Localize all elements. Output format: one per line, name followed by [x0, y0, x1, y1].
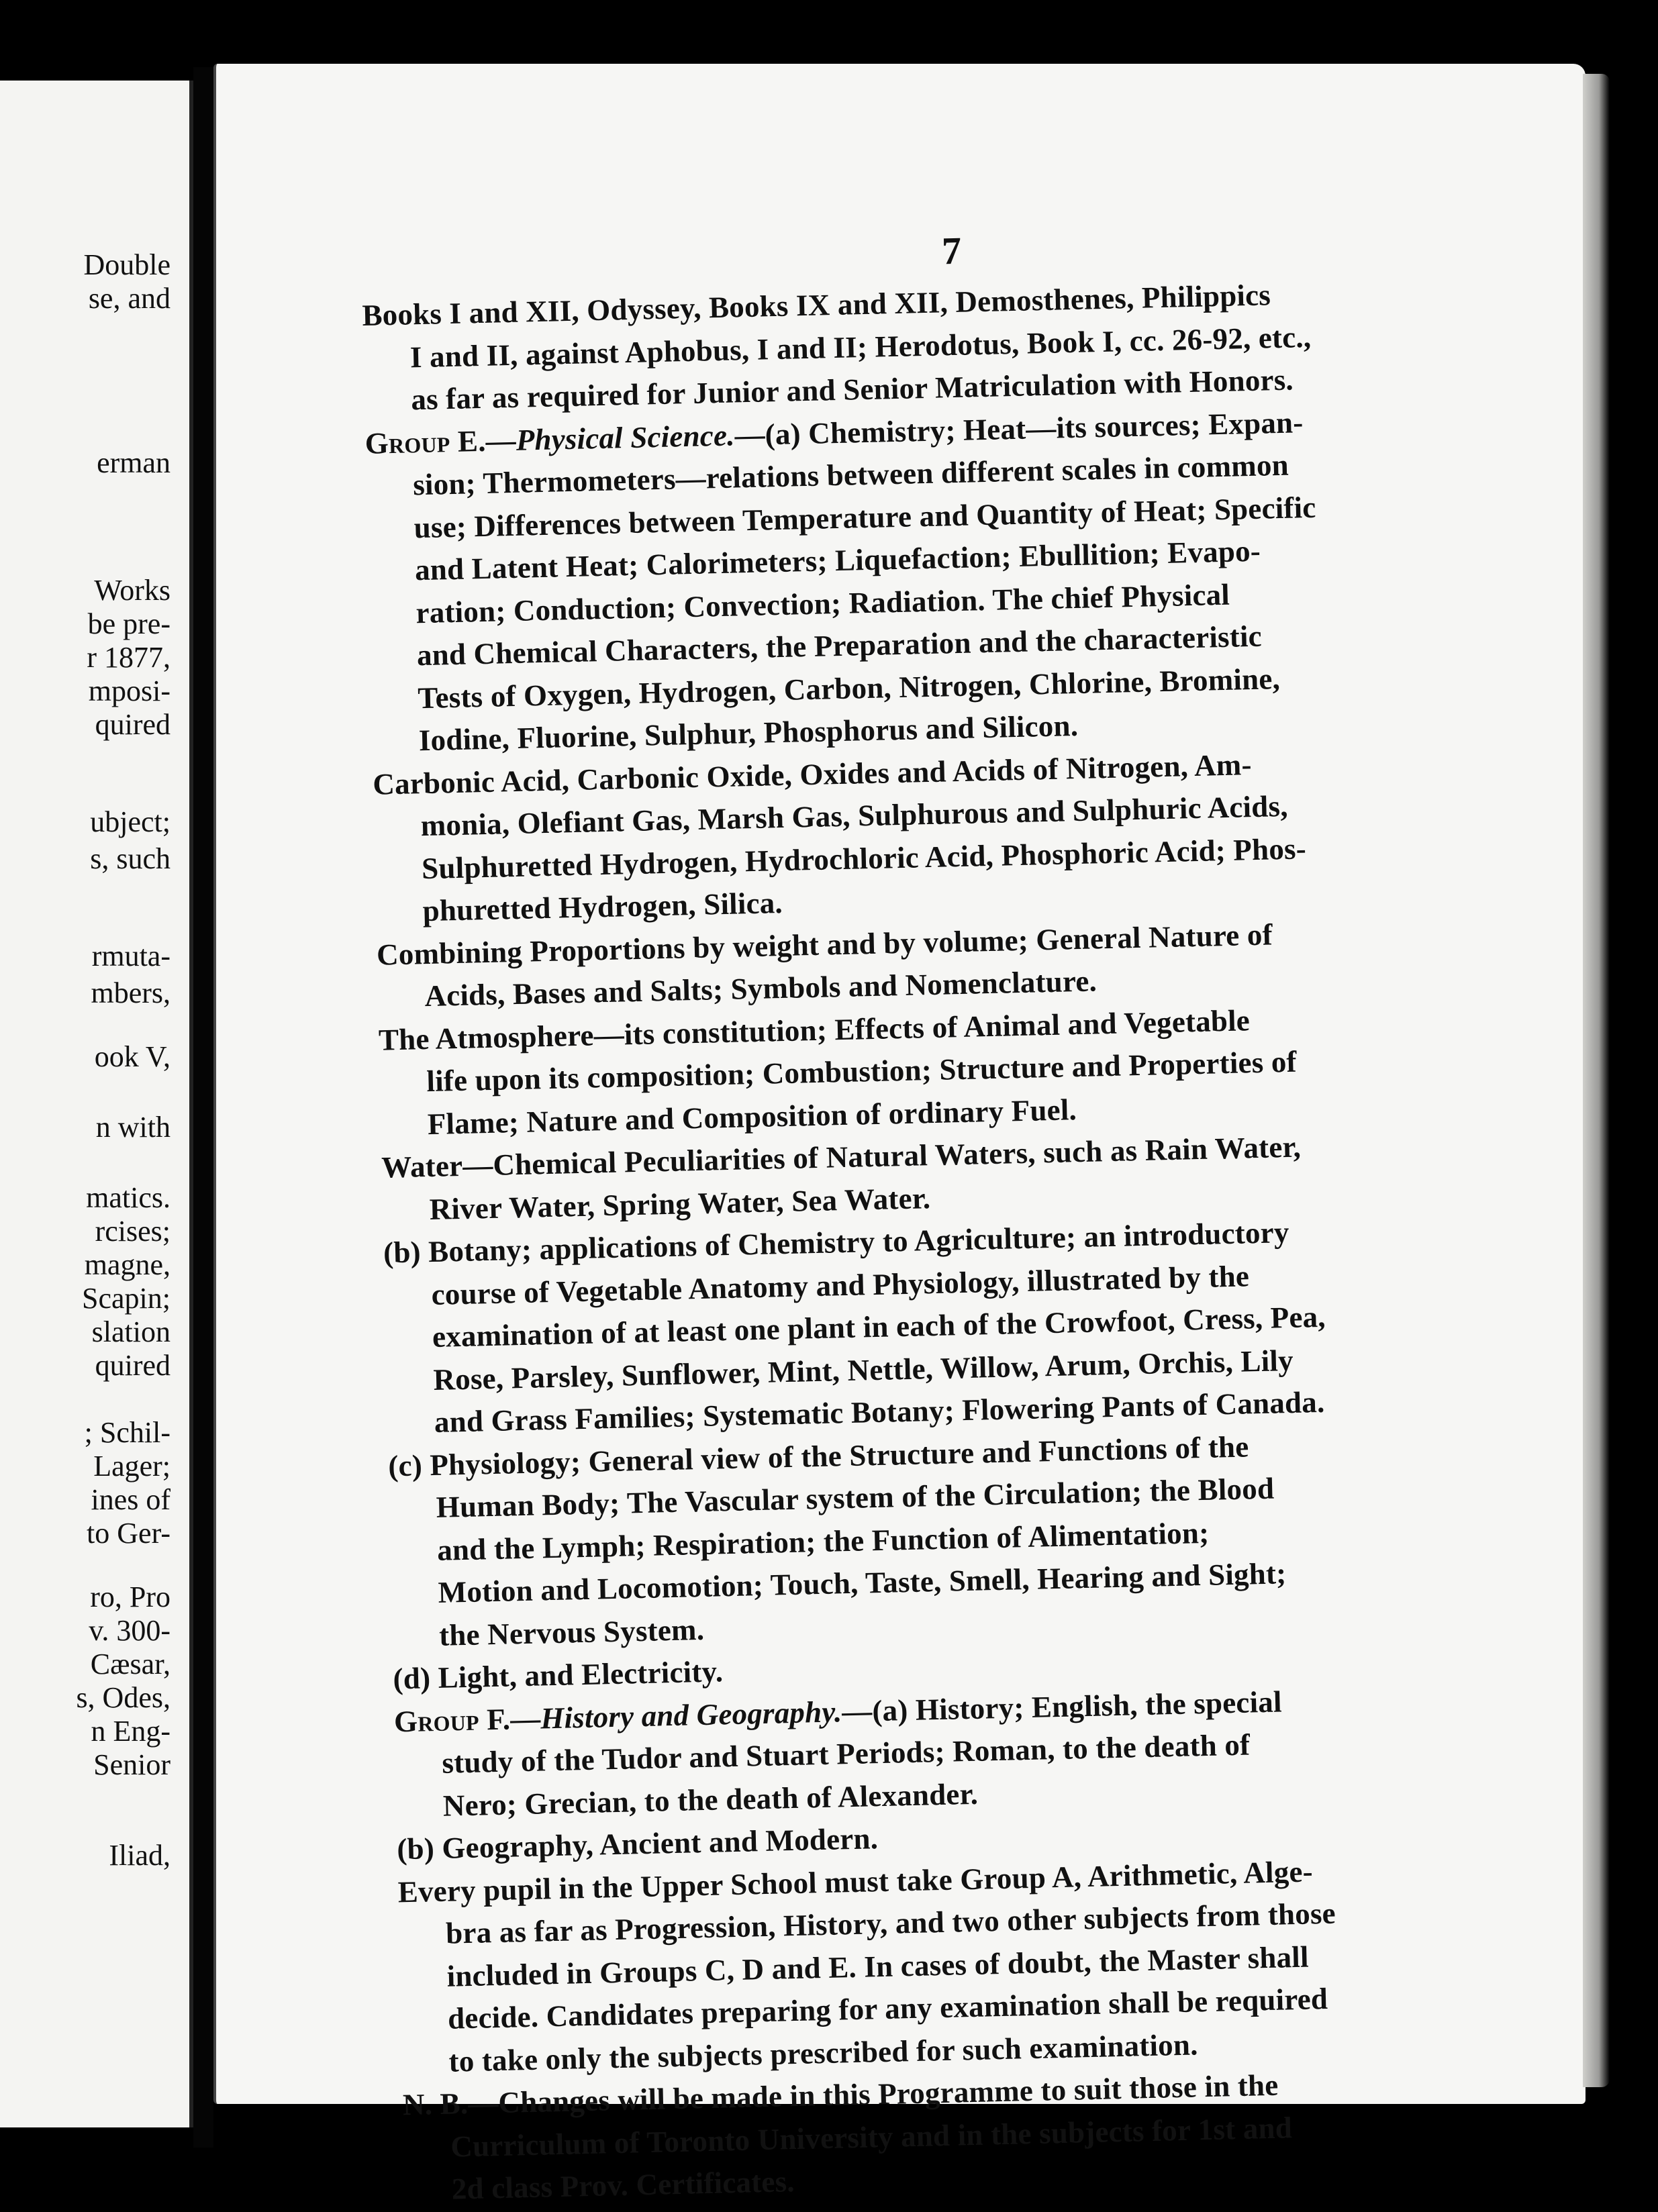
facing-page-text: quired	[95, 1349, 170, 1382]
text-line: examination of at least one plant in each of the Crowfoot, Cress, Pea,	[432, 1299, 1326, 1354]
facing-page-text: Double	[83, 248, 170, 281]
text-line: and the Lymph; Respiration; the Function of Alimentation;	[436, 1515, 1210, 1567]
text-line: ration; Conduction; Convection; Radiation. The chief Physical	[415, 577, 1230, 630]
text-line: Combining Proportions by weight and by volume; General Nature of	[376, 917, 1273, 972]
text-line: sion; Thermometers—relations between different scales in common	[412, 448, 1289, 502]
text-line: Carbonic Acid, Carbonic Oxide, Oxides and Acids of Nitrogen, Am-	[372, 747, 1253, 801]
facing-page-text: Senior	[93, 1748, 170, 1781]
text-line: Tests of Oxygen, Hydrogen, Carbon, Nitrogen, Chlorine, Bromine,	[417, 661, 1281, 715]
facing-page-text: mbers,	[91, 976, 170, 1009]
text-line: Iodine, Fluorine, Sulphur, Phosphorus and Silicon.	[418, 708, 1079, 758]
facing-page-text: mposi-	[88, 674, 170, 707]
text-line: use; Differences between Temperature and Quantity of Heat; Specific	[413, 490, 1316, 544]
text-line: (c) Physiology; General view of the Structure and Functions of the	[387, 1429, 1249, 1483]
text-line: decide. Candidates preparing for any examination shall be required	[447, 1981, 1328, 2035]
text-line: bra as far as Progression, History, and two other subjects from those	[445, 1896, 1336, 1950]
text-line: N. B.—Changes will be made in this Programme to suit those in the	[402, 2068, 1279, 2122]
facing-page-text: rmuta-	[91, 940, 170, 972]
page-edge	[1583, 74, 1610, 2087]
facing-page-text: r 1877,	[87, 641, 170, 674]
group-title: Physical Science.	[516, 417, 736, 457]
text-line: Sulphuretted Hydrogen, Hydrochloric Acid, Phosphoric Acid; Phos-	[421, 831, 1307, 885]
facing-page-text: quired	[95, 708, 170, 741]
book-gutter	[193, 67, 213, 2148]
text-line: life upon its composition; Combustion; Structure and Properties of	[426, 1044, 1298, 1099]
text-line: included in Groups C, D and E. In cases of doubt, the Master shall	[446, 1940, 1310, 1993]
text-line: Flame; Nature and Composition of ordinary Fuel.	[427, 1092, 1077, 1141]
text-line: as far as required for Junior and Senior Matriculation with Honors.	[410, 362, 1294, 417]
text-line: I and II, against Aphobus, I and II; Herodotus, Book I, cc. 26-92, etc.,	[409, 319, 1312, 374]
group-label: Group F.	[393, 1702, 511, 1738]
facing-page-text: ook V,	[94, 1040, 170, 1073]
facing-page-fragment	[0, 81, 193, 2127]
facing-page-text: to Ger-	[87, 1517, 170, 1550]
text-line: monia, Olefiant Gas, Marsh Gas, Sulphurous and Sulphuric Acids,	[420, 789, 1289, 843]
text-line: the Nervous System.	[438, 1612, 705, 1652]
text-line: and Latent Heat; Calorimeters; Liquefaction; Ebullition; Evapo-	[414, 534, 1261, 587]
facing-page-text: s, such	[90, 842, 170, 875]
text-line: River Water, Spring Water, Sea Water.	[429, 1180, 931, 1226]
group-rest: —(a) Chemistry; Heat—its sources; Expan-	[734, 405, 1304, 452]
text-line: study of the Tudor and Stuart Periods; Roman, to the death of	[441, 1727, 1251, 1780]
facing-page-text: ro, Pro	[90, 1580, 170, 1613]
text-line: Nero; Grecian, to the death of Alexander.	[442, 1776, 979, 1823]
text-line: Acids, Bases and Salts; Symbols and Nomenclature.	[424, 964, 1098, 1013]
text-line: Human Body; The Vascular system of the Circulation; the Blood	[436, 1471, 1275, 1524]
text-line: (d) Light, and Electricity.	[393, 1654, 724, 1696]
group-title: History and Geography.	[540, 1694, 842, 1735]
text-line: Every pupil in the Upper School must take Group A, Arithmetic, Alge-	[397, 1854, 1314, 1909]
group-label: Group E.	[364, 423, 487, 460]
text-line: Motion and Locomotion; Touch, Taste, Smell, Hearing and Sight;	[438, 1556, 1287, 1609]
facing-page-text: ubject;	[90, 805, 170, 838]
page-number: 7	[941, 228, 962, 273]
facing-page-text: v. 300-	[89, 1614, 170, 1647]
facing-page-text: Cæsar,	[90, 1648, 170, 1680]
facing-page-text: Lager;	[93, 1450, 170, 1482]
group-rest: —(a) History; English, the special	[841, 1684, 1283, 1728]
text-lines	[362, 268, 1586, 2212]
document-page	[213, 64, 1586, 2206]
text-line: Books I and XII, Odyssey, Books IX and XII, Demosthenes, Philippics	[361, 278, 1271, 332]
facing-page-text: s, Odes,	[76, 1681, 170, 1714]
facing-page-text: ines of	[91, 1483, 170, 1516]
facing-page-text: Works	[94, 574, 170, 607]
facing-page-text: magne,	[84, 1248, 170, 1281]
facing-page-text: erman	[97, 446, 170, 479]
text-line: to take only the subjects prescribed for such examination.	[448, 2027, 1198, 2078]
facing-page-text: rcises;	[95, 1215, 170, 1248]
text-line: (b) Geography, Ancient and Modern.	[396, 1821, 879, 1866]
text-line: Curriculum of Toronto University and in the subjects for 1st and	[450, 2110, 1293, 2164]
facing-page-text: n Eng-	[91, 1715, 170, 1748]
text-line: phuretted Hydrogen, Silica.	[422, 885, 783, 928]
facing-page-text: Scapin;	[82, 1282, 170, 1315]
text-line: 2d class Prov. Certificates.	[451, 2164, 795, 2206]
text-line: and Grass Families; Systematic Botany; Flowering Pants of Canada.	[434, 1385, 1325, 1439]
text-line: The Atmosphere—its constitution; Effects of Animal and Vegetable	[378, 1003, 1251, 1057]
facing-page-text: se, and	[88, 282, 170, 315]
facing-page-text: ; Schil-	[84, 1416, 170, 1449]
text-line: Group E.—Physical Science.—(a) Chemistry; Heat—its sources; Expan-	[364, 405, 1304, 460]
text-line: course of Vegetable Anatomy and Physiology, illustrated by the	[431, 1258, 1250, 1311]
text-line: Water—Chemical Peculiarities of Natural Waters, such as Rain Water,	[381, 1129, 1302, 1185]
text-line: Group F.—History and Geography.—(a) History; English, the special	[393, 1684, 1283, 1738]
facing-page-text: slation	[91, 1315, 170, 1348]
text-line: and Chemical Characters, the Preparation and the characteristic	[416, 619, 1263, 672]
text-line: Rose, Parsley, Sunflower, Mint, Nettle, Willow, Arum, Orchis, Lily	[432, 1343, 1294, 1397]
page-text-block	[360, 215, 1586, 2212]
facing-page-text: Iliad,	[109, 1839, 170, 1872]
facing-page-text: be pre-	[87, 607, 170, 640]
facing-page-text: matics.	[86, 1181, 170, 1214]
text-line: (b) Botany; applications of Chemistry to Agriculture; an introductory	[383, 1215, 1290, 1270]
facing-page-text: n with	[95, 1111, 170, 1144]
